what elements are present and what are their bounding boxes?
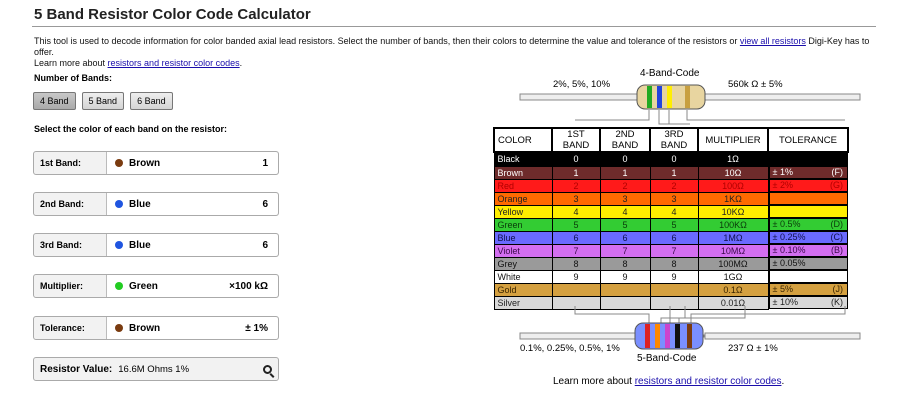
tolerance-code: (C) <box>830 232 843 242</box>
band-3-cell: 4 <box>650 205 698 218</box>
multiplier-cell: 10MΩ <box>698 244 768 257</box>
multiplier-cell: 0.01Ω <box>698 296 768 309</box>
color-row-orange <box>494 192 848 205</box>
color-name-cell: Gold <box>494 283 552 296</box>
color-name-cell: Red <box>494 179 552 192</box>
tolerance-code: (B) <box>831 245 843 255</box>
band-2-cell: 4 <box>600 205 650 218</box>
multiplier-select[interactable] <box>33 274 279 298</box>
tolerance-code: (J) <box>832 284 843 294</box>
band-1-cell: 2 <box>552 179 600 192</box>
color-row-red <box>494 179 848 192</box>
color-row-black <box>494 152 848 166</box>
band-1-label: 1st Band: <box>34 152 107 174</box>
multiplier-color-dot <box>115 282 123 290</box>
band-3-cell: 9 <box>650 270 698 283</box>
title-divider <box>32 26 876 27</box>
color-row-yellow <box>494 205 848 218</box>
header-color: COLOR <box>494 128 552 152</box>
band-3-cell: 5 <box>650 218 698 231</box>
band-1-cell: 6 <box>552 231 600 244</box>
5-band-button[interactable]: 5 Band <box>82 92 125 110</box>
multiplier-cell: 10Ω <box>698 166 768 179</box>
tolerance-percent: ± 5% <box>772 284 793 294</box>
tolerance-percent: ± 0.10% <box>772 245 806 255</box>
tolerance-cell <box>769 244 849 257</box>
band-3-value: 6 <box>262 239 268 251</box>
tolerance-cell <box>769 179 849 192</box>
band-3-cell: 3 <box>650 192 698 205</box>
4-band-button[interactable]: 4 Band <box>33 92 76 110</box>
tolerance-code: (G) <box>830 180 843 190</box>
band-2-cell: 2 <box>600 179 650 192</box>
footer-resistor-link[interactable]: resistors and resistor color codes <box>634 376 782 387</box>
header-tolerance: TOLERANCE <box>768 128 848 152</box>
tolerance-percent: ± 2% <box>772 180 793 190</box>
tolerance-color-dot <box>115 324 123 332</box>
color-row-gold <box>494 283 848 296</box>
tolerance-cell <box>769 257 849 270</box>
top-diagram-right-caption: 560k Ω ± 5% <box>728 79 783 90</box>
multiplier-cell: 0.1Ω <box>698 283 768 296</box>
color-name-cell: Orange <box>494 192 552 205</box>
bottom-diagram-left-caption: 0.1%, 0.25%, 0.5%, 1% <box>520 343 620 354</box>
color-row-white <box>494 270 848 283</box>
color-row-green <box>494 218 848 231</box>
search-icon[interactable] <box>263 365 272 374</box>
band-2-cell: 7 <box>600 244 650 257</box>
view-all-resistors-link[interactable]: view all resistors <box>739 36 806 46</box>
color-code-table <box>493 127 849 310</box>
tolerance-percent: ± 0.25% <box>772 232 806 242</box>
band-3-cell: 2 <box>650 179 698 192</box>
band-2-cell: 6 <box>600 231 650 244</box>
multiplier-cell: 100KΩ <box>698 218 768 231</box>
tolerance-code: (K) <box>831 297 843 307</box>
tolerance-percent: ± 0.05% <box>772 258 806 268</box>
color-name-cell: Grey <box>494 257 552 270</box>
band-2-cell: 8 <box>600 257 650 270</box>
band-2-color-dot <box>115 200 123 208</box>
tolerance-cell <box>769 166 849 179</box>
multiplier-cell: 1GΩ <box>698 270 768 283</box>
header-multiplier: MULTIPLIER <box>698 128 768 152</box>
tolerance-select[interactable] <box>33 316 279 340</box>
color-name-cell: Silver <box>494 296 552 309</box>
tolerance-color-name: Brown <box>129 322 161 334</box>
tolerance-value: ± 1% <box>245 322 268 334</box>
tolerance-cell <box>769 205 849 218</box>
band-3-cell: 7 <box>650 244 698 257</box>
band-1-cell: 3 <box>552 192 600 205</box>
tolerance-percent: ± 1% <box>772 167 793 177</box>
footer-text: Learn more about resistors and resistor color codes. <box>553 376 785 387</box>
tolerance-cell <box>769 153 849 166</box>
bands-label: Number of Bands: <box>34 73 113 83</box>
tolerance-cell <box>769 231 849 244</box>
multiplier-color-name: Green <box>129 280 158 292</box>
band-1-color-dot <box>115 159 123 167</box>
color-row-violet <box>494 244 848 257</box>
band-1-value: 1 <box>262 157 268 169</box>
band-2-color-name: Blue <box>129 198 151 210</box>
tolerance-percent: ± 10% <box>772 297 798 307</box>
resistor-value-label: Resistor Value: <box>40 363 113 375</box>
resistor-value: 16.6M Ohms 1% <box>118 363 190 375</box>
color-row-grey <box>494 257 848 270</box>
band-1-cell: 4 <box>552 205 600 218</box>
color-row-blue <box>494 231 848 244</box>
band-1-cell: 9 <box>552 270 600 283</box>
resistor-value-box <box>33 357 279 381</box>
page-title: 5 Band Resistor Color Code Calculator <box>34 6 311 23</box>
band-1-cell: 1 <box>552 166 600 179</box>
6-band-button[interactable]: 6 Band <box>130 92 173 110</box>
header-band-2: 2ND BAND <box>600 128 650 152</box>
band-3-cell: 1 <box>650 166 698 179</box>
band-1-cell: 0 <box>552 152 600 166</box>
top-diagram-title: 4-Band-Code <box>640 68 700 79</box>
tolerance-cell <box>769 283 849 296</box>
band-3-cell <box>650 283 698 296</box>
bottom-diagram-right-caption: 237 Ω ± 1% <box>728 343 778 354</box>
tolerance-cell <box>769 192 849 205</box>
tolerance-percent: ± 0.5% <box>772 219 801 229</box>
color-name-cell: Brown <box>494 166 552 179</box>
band-1-cell <box>552 283 600 296</box>
band-2-cell <box>600 283 650 296</box>
band-2-label: 2nd Band: <box>34 193 107 215</box>
color-name-cell: Violet <box>494 244 552 257</box>
multiplier-cell: 1MΩ <box>698 231 768 244</box>
top-diagram-left-caption: 2%, 5%, 10% <box>553 79 611 90</box>
band-3-color-name: Blue <box>129 239 151 251</box>
color-name-cell: Green <box>494 218 552 231</box>
color-name-cell: Black <box>494 152 552 166</box>
tolerance-code: (D) <box>830 219 843 229</box>
multiplier-cell: 100MΩ <box>698 257 768 270</box>
tolerance-code: (F) <box>831 167 843 177</box>
resistor-color-codes-link[interactable]: resistors and resistor color codes <box>107 58 240 68</box>
bottom-diagram-title: 5-Band-Code <box>637 353 697 364</box>
multiplier-cell: 100Ω <box>698 179 768 192</box>
multiplier-cell: 1Ω <box>698 152 768 166</box>
band-count-buttons <box>33 92 173 110</box>
band-2-select[interactable] <box>33 192 279 216</box>
select-bands-label: Select the color of each band on the resistor: <box>34 124 228 134</box>
tolerance-cell <box>769 270 849 283</box>
header-band-3: 3RD BAND <box>650 128 698 152</box>
tolerance-label: Tolerance: <box>34 317 107 339</box>
band-1-cell: 7 <box>552 244 600 257</box>
band-1-color-name: Brown <box>129 157 161 169</box>
band-2-cell: 0 <box>600 152 650 166</box>
band-1-cell: 5 <box>552 218 600 231</box>
band-2-cell: 1 <box>600 166 650 179</box>
multiplier-label: Multiplier: <box>34 275 107 297</box>
band-2-cell: 3 <box>600 192 650 205</box>
intro-text: This tool is used to decode information for color banded axial lead resistors. Select the number of bands, then their colors to determine the value and tolerance of the resistors or view all resistors Digi-Key has to offer. Learn more about resistors and resistor color codes. <box>34 36 870 68</box>
multiplier-cell: 10KΩ <box>698 205 768 218</box>
band-3-cell: 0 <box>650 152 698 166</box>
band-2-value: 6 <box>262 198 268 210</box>
band-1-select[interactable] <box>33 151 279 175</box>
band-2-cell: 5 <box>600 218 650 231</box>
tolerance-cell <box>769 218 849 231</box>
band-3-select[interactable] <box>33 233 279 257</box>
band-3-color-dot <box>115 241 123 249</box>
band-3-cell: 8 <box>650 257 698 270</box>
band-2-cell: 9 <box>600 270 650 283</box>
color-row-brown <box>494 166 848 179</box>
color-name-cell: White <box>494 270 552 283</box>
color-name-cell: Yellow <box>494 205 552 218</box>
color-name-cell: Blue <box>494 231 552 244</box>
four-band-resistor-diagram <box>515 80 865 130</box>
band-3-cell: 6 <box>650 231 698 244</box>
header-band-1: 1ST BAND <box>552 128 600 152</box>
multiplier-value: ×100 kΩ <box>229 280 268 292</box>
band-3-label: 3rd Band: <box>34 234 107 256</box>
multiplier-cell: 1KΩ <box>698 192 768 205</box>
band-1-cell: 8 <box>552 257 600 270</box>
